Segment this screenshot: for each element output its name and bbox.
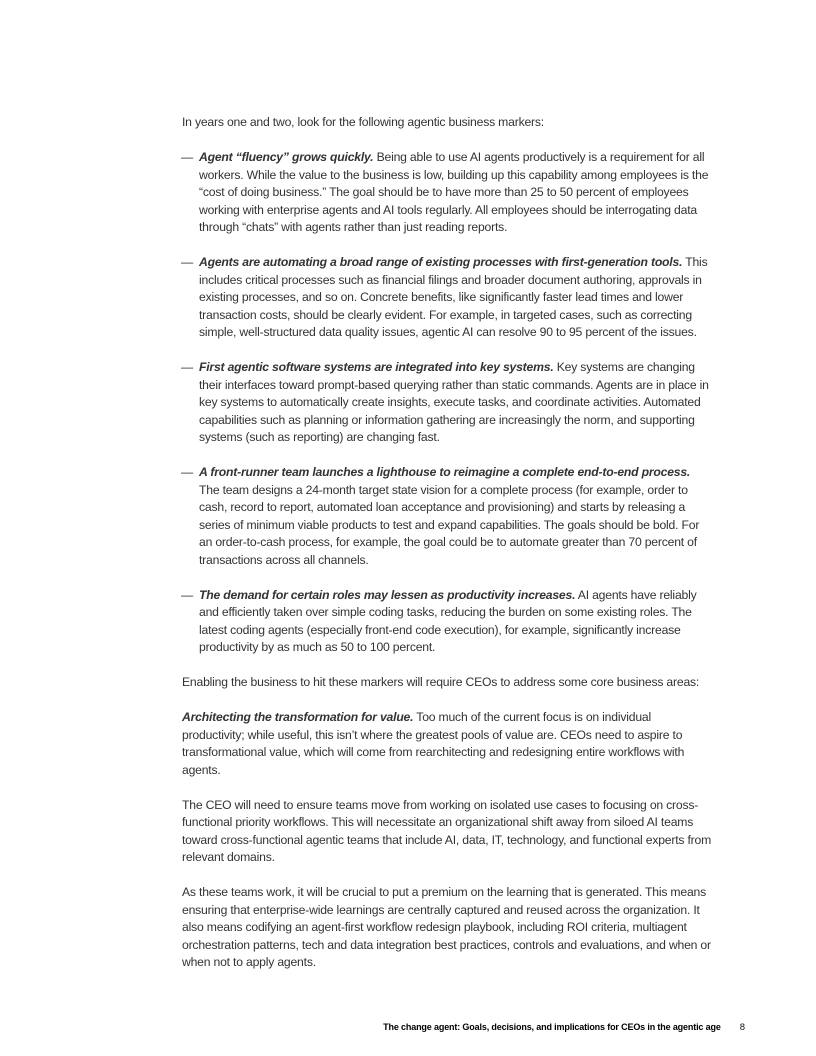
bullet-body: This includes critical processes such as financial filings and broader document authoring, approvals in existing processes, and so on. Concrete benefits, like significantly faster lead times and lower transaction costs, should be clearly evident. For example, in targeted cases, such as correcting simple, well-structured data quality issues, agentic AI can resolve 90 to 95 percent of the issues. <box>199 255 708 339</box>
bullet-dash: — <box>181 360 193 374</box>
bullet-text <box>199 254 713 342</box>
page-content <box>182 114 713 989</box>
paragraph-body: Too much of the current focus is on individual productivity; while useful, this isn’t where the greatest pools of value are. CEOs need to aspire to transformational value, which will come from rearchitecting and redesigning entire workflows with agents. <box>182 710 685 777</box>
bullet-item-demand-for-roles <box>182 587 713 657</box>
bullet-item-first-agentic-software <box>182 359 713 447</box>
bullet-text <box>199 359 713 447</box>
bullet-item-agents-automating <box>182 254 713 342</box>
bullet-text <box>199 149 713 237</box>
bullet-dash: — <box>181 150 193 164</box>
bullet-body: The team designs a 24-month target state vision for a complete process (for example, order to cash, record to report, automated loan acceptance and provisioning) and starts by releasing a series of minimum viable products to test and expand capabilities. The goals should be bold. For an order-to-cash process, for example, the goal could be to automate greater than 70 percent of transactions across all channels. <box>199 482 700 567</box>
paragraph-architecting-transformation <box>182 709 713 779</box>
paragraph-teams-learning: As these teams work, it will be crucial to put a premium on the learning that is generated. This means ensuring that enterprise-wide learnings are centrally captured and reused across the organization. It also means codifying an agent-first workflow redesign playbook, including ROI criteria, multiagent orchestration patterns, tech and data integration best practices, controls and evaluations, and when or when not to apply agents. <box>182 885 711 969</box>
bullet-body: AI agents have reliably and efficiently taken over simple coding tasks, reducing the burden on some existing roles. The latest coding agents (especially front-end code execution), for example, significantly increase productivity by as much as 50 to 100 percent. <box>199 587 697 654</box>
bullet-dash: — <box>181 587 193 602</box>
paragraph-ceo-ensure-teams: The CEO will need to ensure teams move from working on isolated use cases to focusing on cross-functional priority workflows. This will necessitate an organizational shift away from siloed AI teams toward cross-functional agentic teams that include AI, data, IT, technology, and functional experts from relevant domains. <box>182 797 712 864</box>
page-number: 8 <box>739 1022 745 1033</box>
bullet-text <box>199 587 713 657</box>
bullet-dash: — <box>181 255 193 269</box>
bullet-lead: Agent “fluency” grows quickly. <box>199 150 374 164</box>
page-footer <box>0 1021 745 1034</box>
paragraph-enabling-business: Enabling the business to hit these markers will require CEOs to address some core business areas: <box>182 675 700 689</box>
bullet-lead: The demand for certain roles may lessen as productivity increases. <box>199 587 576 602</box>
bullet-body: Being able to use AI agents productively is a requirement for all workers. While the value to the business is low, building up this capability among employees is the “cost of doing business.” The goal should be to have more than 25 to 50 percent of employees working with enterprise agents and AI tools regularly. All employees should be interrogating data through “chats” with agents rather than just reading reports. <box>199 150 709 234</box>
bullet-lead: First agentic software systems are integrated into key systems. <box>199 360 554 374</box>
bullet-item-agent-fluency <box>182 149 713 237</box>
bullet-lead: Agents are automating a broad range of existing processes with first-generation tools. <box>199 255 683 269</box>
bullet-dash: — <box>181 465 193 479</box>
bullet-lead: A front-runner team launches a lighthouse to reimagine a complete end-to-end process. <box>199 465 691 479</box>
paragraph-lead: Architecting the transformation for value. <box>182 710 414 724</box>
bullet-body: Key systems are changing their interfaces toward prompt-based querying rather than static commands. Agents are in place in key systems to automatically create insights, execute tasks, and coordinate activities. Automated capabilities such as planning or information gathering are increasingly the norm, and supporting systems (such as reporting) are changing fast. <box>199 360 709 444</box>
bullet-item-front-runner-lighthouse <box>182 464 713 569</box>
bullet-text <box>199 464 713 569</box>
running-footer-title: The change agent: Goals, decisions, and implications for CEOs in the agentic age <box>383 1022 721 1032</box>
intro-paragraph: In years one and two, look for the following agentic business markers: <box>182 115 544 129</box>
